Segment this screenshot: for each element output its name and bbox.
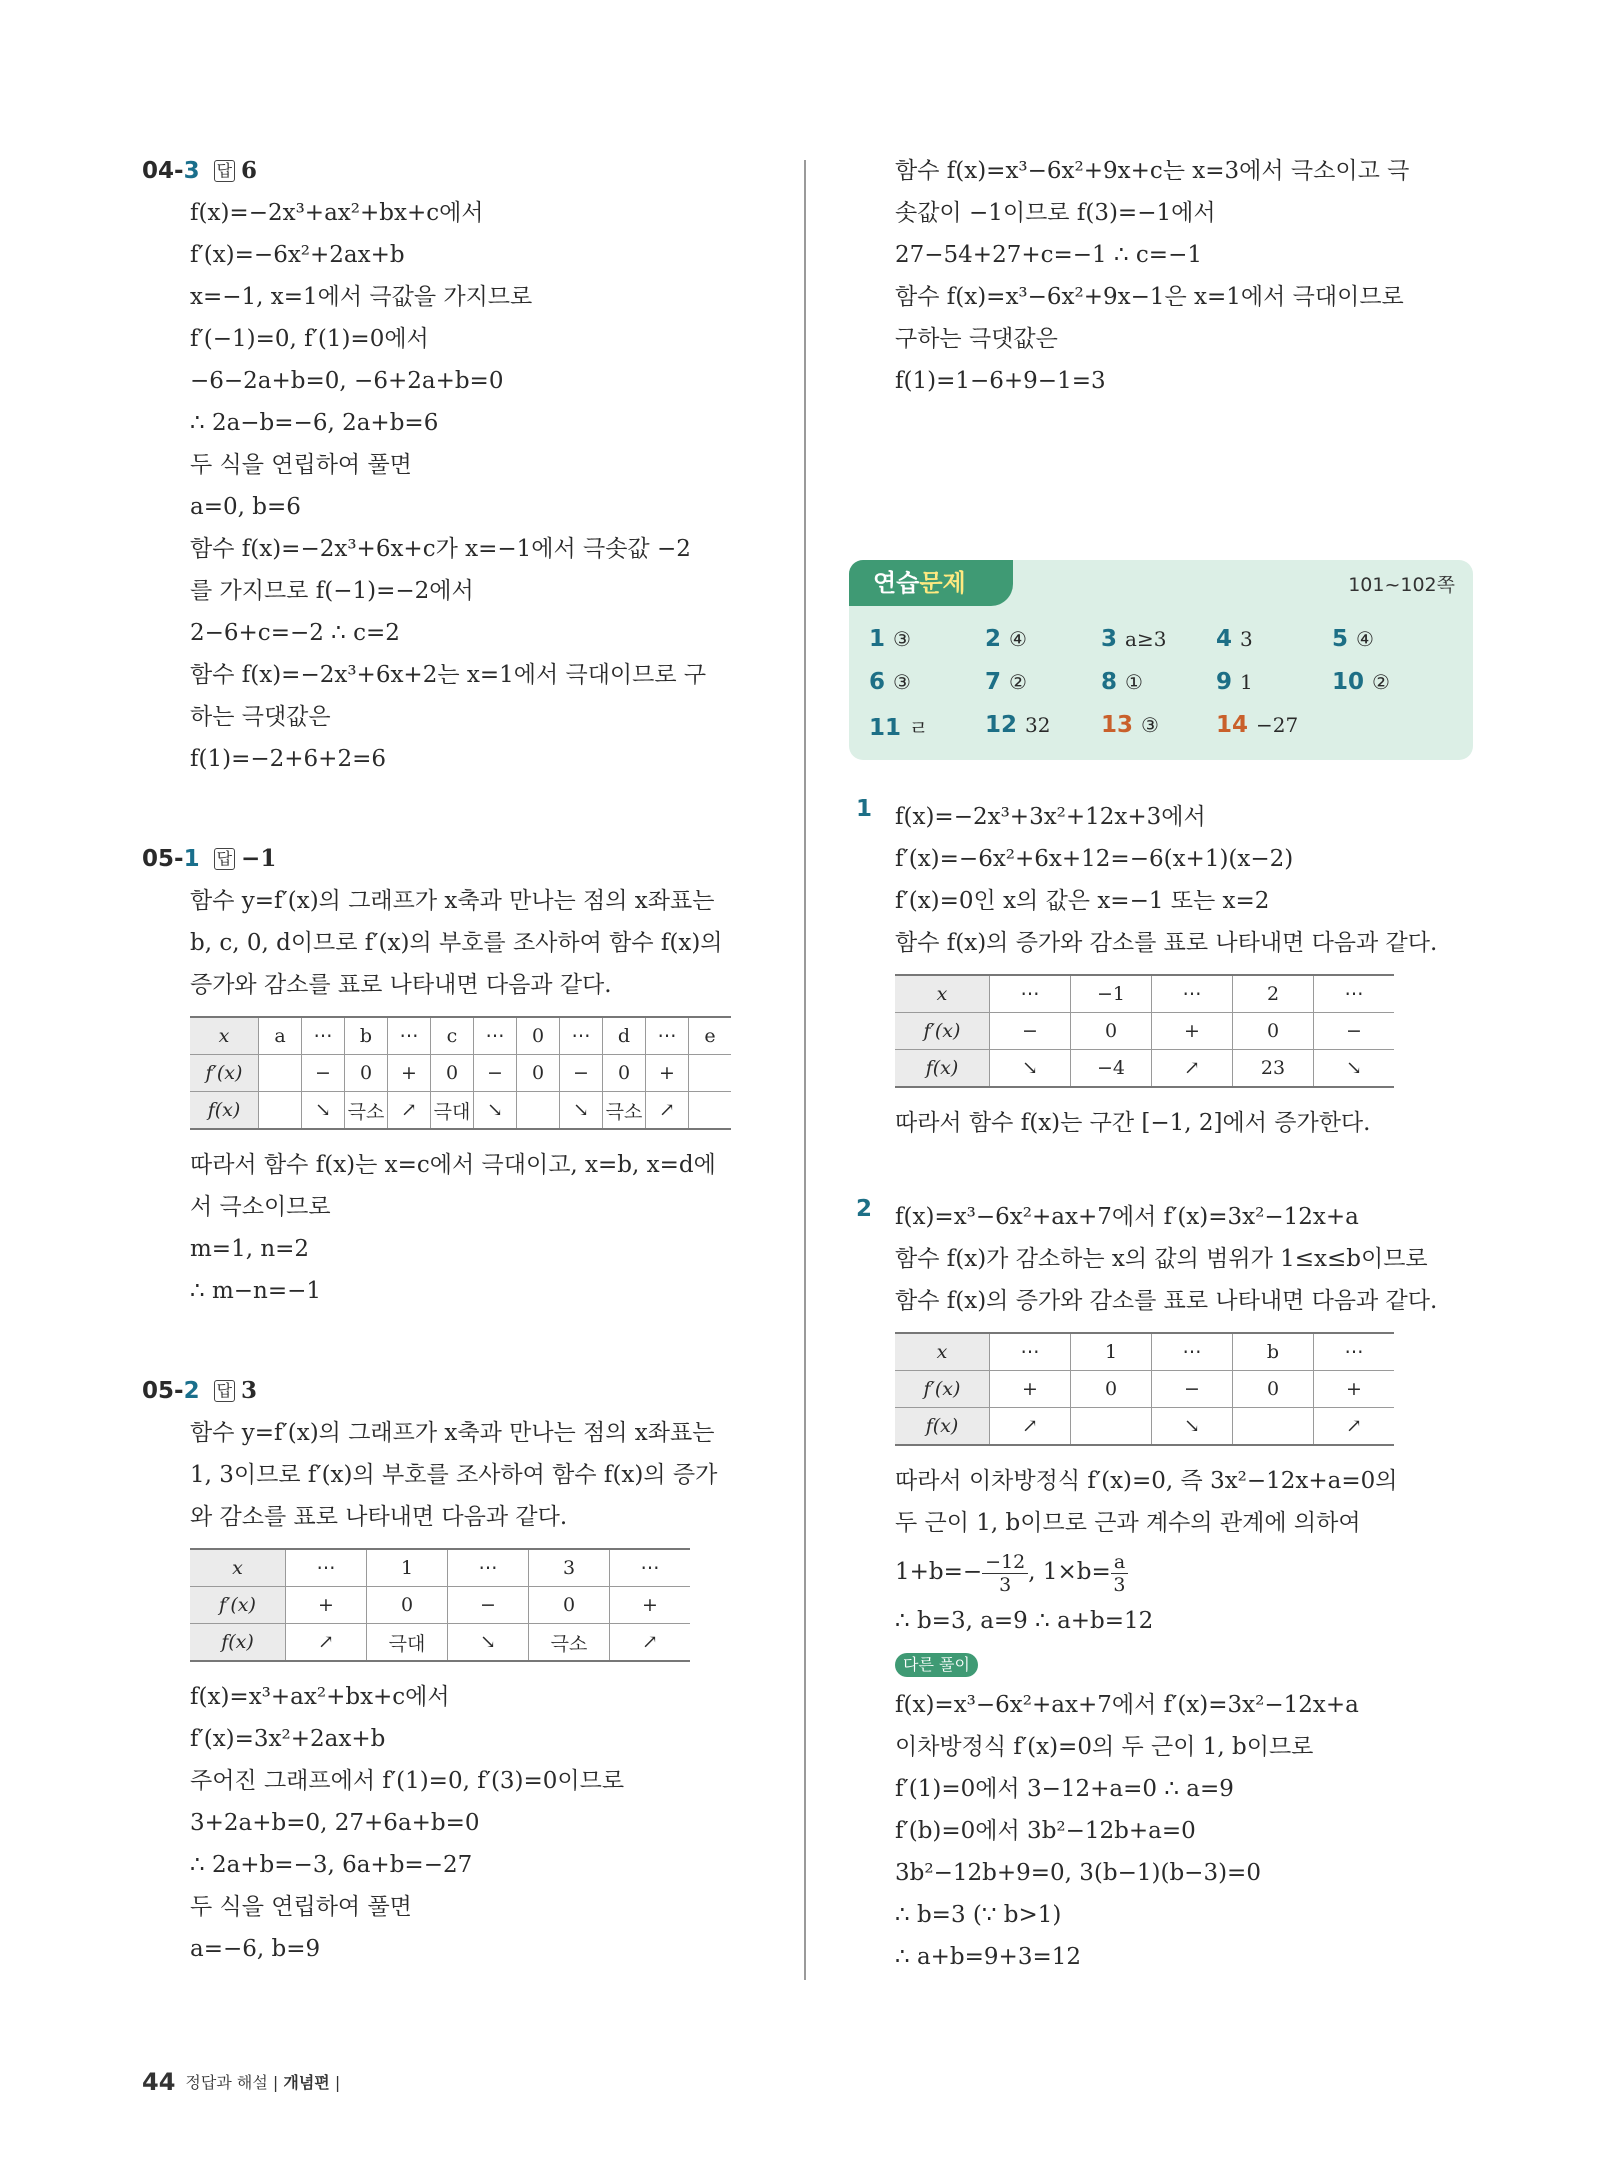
practice-answer — [985, 626, 1027, 652]
variation-table — [895, 974, 1394, 1088]
answer-label: 답 — [214, 160, 235, 182]
result-line: ∴ b=3, a=9 ∴ a+b=12 — [895, 1608, 1154, 1634]
text-line: ∴ 2a−b=−6, 2a+b=6 — [190, 410, 439, 436]
text-line: 두 근이 1, b이므로 근과 계수의 관계에 의하여 — [895, 1510, 1361, 1536]
table-cell: 극대 — [367, 1624, 448, 1662]
table-cell: ⋯ — [646, 1017, 689, 1055]
table-cell: ↘ — [448, 1624, 529, 1662]
text-line: 두 식을 연립하여 풀면 — [190, 452, 412, 478]
practice-answer — [1216, 712, 1298, 738]
alt-solution-badge: 다른 풀이 — [895, 1653, 978, 1677]
table-cell: ↗ — [388, 1092, 431, 1130]
text-line: m=1, n=2 — [190, 1236, 310, 1262]
fraction-2-bottom: 3 — [1113, 1573, 1126, 1596]
text-line: 를 가지므로 f(−1)=−2에서 — [190, 578, 474, 604]
table-cell: 0 — [345, 1055, 388, 1092]
text-line: f(1)=−2+6+2=6 — [190, 746, 386, 772]
footer-part: 개념편 — [283, 2073, 330, 2092]
table-cell: 3 — [529, 1549, 610, 1587]
table-cell: ⋯ — [448, 1549, 529, 1587]
table-cell: x — [190, 1549, 286, 1587]
text-line: f′(x)=−6x²+6x+12=−6(x+1)(x−2) — [895, 846, 1294, 872]
practice-answer-value: ② — [1009, 670, 1027, 694]
table-cell: 0 — [1071, 1013, 1152, 1050]
practice-answer — [985, 712, 1050, 738]
problem-header — [142, 838, 782, 880]
table-row — [190, 1624, 690, 1662]
table-cell: ↗ — [1152, 1050, 1233, 1088]
table-cell — [259, 1092, 302, 1130]
table-cell: x — [895, 975, 990, 1013]
table-cell: ↘ — [990, 1050, 1071, 1088]
practice-answer-number: 5 — [1332, 626, 1349, 652]
table-cell: f(x) — [895, 1050, 990, 1088]
fraction-1-bottom: 3 — [999, 1573, 1012, 1596]
alt-solution-badge-row — [895, 1642, 1485, 1684]
table-cell: f(x) — [190, 1624, 286, 1662]
practice-answer-number: 10 — [1332, 669, 1365, 695]
text-line: 함수 f(x)의 증가와 감소를 표로 나타내면 다음과 같다. — [895, 1288, 1438, 1314]
problem-header — [142, 1370, 782, 1412]
solution-number: 1 — [856, 796, 873, 822]
right-column — [847, 150, 1475, 402]
table-cell: ⋯ — [302, 1017, 345, 1055]
text-line: 주어진 그래프에서 f′(1)=0, f′(3)=0이므로 — [190, 1768, 625, 1794]
table-cell: 0 — [529, 1587, 610, 1624]
solution-lines — [895, 1460, 1485, 1544]
practice-answer-value: 32 — [1025, 713, 1051, 737]
practice-answer-number: 9 — [1216, 669, 1233, 695]
practice-answer-number: 4 — [1216, 626, 1233, 652]
text-line: 따라서 함수 f(x)는 구간 [−1, 2]에서 증가한다. — [895, 1110, 1371, 1136]
text-line: 따라서 함수 f(x)는 x=c에서 극대이고, x=b, x=d에 — [190, 1152, 716, 1178]
practice-answer-value: ③ — [893, 670, 911, 694]
problem-04-3 — [142, 150, 782, 780]
text-line: f′(b)=0에서 3b²−12b+a=0 — [895, 1818, 1196, 1844]
table-cell: b — [345, 1017, 388, 1055]
practice-answer-number: 7 — [985, 669, 1002, 695]
table-cell: 0 — [1233, 1371, 1314, 1408]
practice-answer-number: 6 — [869, 669, 886, 695]
answer-label: 답 — [214, 848, 235, 870]
table-cell: 극소 — [603, 1092, 646, 1130]
text-line: 1, 3이므로 f′(x)의 부호를 조사하여 함수 f(x)의 증가 — [190, 1462, 718, 1488]
table-cell: ↗ — [1314, 1408, 1395, 1446]
practice-answer-number: 8 — [1101, 669, 1118, 695]
text-line: 서 극소이므로 — [190, 1194, 331, 1220]
table-cell: ↗ — [990, 1408, 1071, 1446]
table-cell: 0 — [603, 1055, 646, 1092]
table-cell: f′(x) — [895, 1371, 990, 1408]
table-cell: f(x) — [190, 1092, 259, 1130]
text-line: f(x)=x³−6x²+ax+7에서 f′(x)=3x²−12x+a — [895, 1204, 1359, 1230]
table-row — [895, 1371, 1394, 1408]
table-cell: 23 — [1233, 1050, 1314, 1088]
footer-separator: | — [272, 2073, 279, 2092]
table-cell: 0 — [517, 1017, 560, 1055]
practice-answer-value: a≥3 — [1125, 627, 1167, 651]
text-line: 함수 y=f′(x)의 그래프가 x축과 만나는 점의 x좌표는 — [190, 1420, 715, 1446]
fraction-1-top: −12 — [982, 1551, 1028, 1574]
answer-value: −1 — [241, 845, 277, 872]
problem-header — [142, 150, 782, 192]
practice-answer — [1332, 669, 1390, 695]
text-line: 구하는 극댓값은 — [895, 326, 1058, 352]
footer-separator-2: | — [334, 2073, 341, 2092]
frac-mid: , 1×b= — [1028, 1559, 1111, 1585]
text-line: f′(x)=−6x²+2ax+b — [190, 242, 405, 268]
table-cell — [1071, 1408, 1152, 1446]
table-cell: + — [646, 1055, 689, 1092]
text-line: 이차방정식 f′(x)=0의 두 근이 1, b이므로 — [895, 1734, 1314, 1760]
table-cell: ⋯ — [286, 1549, 367, 1587]
solution-lines — [895, 1196, 1485, 1322]
practice-pages: 101~102쪽 — [1348, 574, 1455, 596]
table-cell: − — [990, 1013, 1071, 1050]
table-cell: 극소 — [529, 1624, 610, 1662]
text-line: f(x)=x³−6x²+ax+7에서 f′(x)=3x²−12x+a — [895, 1692, 1359, 1718]
text-line: 3+2a+b=0, 27+6a+b=0 — [190, 1810, 480, 1836]
text-line: 27−54+27+c=−1 ∴ c=−1 — [895, 242, 1202, 268]
practice-answer-value: 1 — [1240, 670, 1253, 694]
text-line: 증가와 감소를 표로 나타내면 다음과 같다. — [190, 972, 612, 998]
practice-answer-value: ③ — [1141, 713, 1159, 737]
table-cell: + — [1314, 1371, 1395, 1408]
text-line: f′(x)=0인 x의 값은 x=−1 또는 x=2 — [895, 888, 1270, 914]
practice-answer-number: 1 — [869, 626, 886, 652]
practice-answer — [869, 626, 911, 652]
practice-answer-value: ④ — [1356, 627, 1374, 651]
text-line: a=0, b=6 — [190, 494, 301, 520]
text-line: x=−1, x=1에서 극값을 가지므로 — [190, 284, 533, 310]
answer-label: 답 — [214, 1380, 235, 1402]
practice-answer — [1101, 712, 1159, 738]
table-cell: 극소 — [345, 1092, 388, 1130]
practice-answer-number: 14 — [1216, 712, 1249, 738]
table-cell: − — [1314, 1013, 1395, 1050]
practice-answer-number: 13 — [1101, 712, 1134, 738]
table-cell: 0 — [517, 1055, 560, 1092]
table-cell: ↘ — [1314, 1050, 1395, 1088]
text-line: f(x)=x³+ax²+bx+c에서 — [190, 1684, 450, 1710]
solution-lines — [142, 880, 782, 1006]
practice-answer-number: 11 — [869, 715, 902, 741]
table-cell: − — [302, 1055, 345, 1092]
problem-05-1 — [142, 838, 782, 1312]
practice-title-a: 연습 — [873, 569, 920, 597]
variation-table — [895, 1332, 1394, 1446]
table-cell: a — [259, 1017, 302, 1055]
practice-answer-value: ③ — [893, 627, 911, 651]
solution-number: 2 — [856, 1196, 873, 1222]
table-cell: ⋯ — [560, 1017, 603, 1055]
text-line: 함수 f(x)=x³−6x²+9x−1은 x=1에서 극대이므로 — [895, 284, 1404, 310]
fraction-1 — [982, 1551, 1028, 1596]
practice-answer-value: −27 — [1256, 713, 1299, 737]
solution-lines — [895, 796, 1485, 964]
practice-answer-value: ① — [1125, 670, 1143, 694]
text-line: 와 감소를 표로 나타내면 다음과 같다. — [190, 1504, 568, 1530]
solution-lines — [142, 1412, 782, 1538]
table-row — [895, 1013, 1394, 1050]
problem-subnumber: 1 — [183, 846, 200, 872]
table-cell: c — [431, 1017, 474, 1055]
text-line: f′(1)=0에서 3−12+a=0 ∴ a=9 — [895, 1776, 1234, 1802]
text-line: a=−6, b=9 — [190, 1936, 321, 1962]
table-row — [190, 1549, 690, 1587]
practice-answer — [869, 712, 928, 741]
text-line: ∴ b=3 (∵ b>1) — [895, 1902, 1062, 1928]
left-column — [142, 150, 782, 1970]
page-number: 44 — [142, 2068, 176, 2096]
table-cell: ⋯ — [990, 975, 1071, 1013]
practice-answer — [869, 669, 911, 695]
text-line: f(x)=−2x³+ax²+bx+c에서 — [190, 200, 484, 226]
table-cell: e — [689, 1017, 732, 1055]
problem-number: 05- — [142, 846, 184, 872]
practice-answer — [1216, 669, 1253, 695]
table-cell — [517, 1092, 560, 1130]
practice-title-b: 문제 — [919, 569, 966, 597]
table-cell: − — [448, 1587, 529, 1624]
table-cell: ↗ — [646, 1092, 689, 1130]
table-cell: + — [1152, 1013, 1233, 1050]
table-cell: ↘ — [560, 1092, 603, 1130]
table-cell: 1 — [1071, 1333, 1152, 1371]
practice-answer-value: 3 — [1240, 627, 1253, 651]
table-row — [895, 975, 1394, 1013]
table-cell: ↘ — [1152, 1408, 1233, 1446]
practice-answers-box — [849, 560, 1473, 760]
practice-answer-value: ② — [1372, 670, 1390, 694]
practice-answer-number: 3 — [1101, 626, 1118, 652]
practice-answer-value: ④ — [1009, 627, 1027, 651]
text-line: f′(−1)=0, f′(1)=0에서 — [190, 326, 429, 352]
text-line: ∴ 2a+b=−3, 6a+b=−27 — [190, 1852, 473, 1878]
table-cell — [689, 1055, 732, 1092]
practice-answer — [1332, 626, 1374, 652]
text-line: ∴ m−n=−1 — [190, 1278, 322, 1304]
table-cell: 1 — [367, 1549, 448, 1587]
table-row — [895, 1050, 1394, 1088]
practice-answer — [985, 669, 1027, 695]
problem-number: 05- — [142, 1378, 184, 1404]
continued-solution — [895, 150, 1475, 402]
text-line: 함수 f(x)=−2x³+6x+c가 x=−1에서 극솟값 −2 — [190, 536, 691, 562]
answer-value: 6 — [241, 157, 258, 184]
table-row — [895, 1333, 1394, 1371]
table-cell: d — [603, 1017, 646, 1055]
practice-answer-value: ㄹ — [909, 716, 929, 740]
practice-answer — [1216, 626, 1253, 652]
table-cell: f′(x) — [190, 1055, 259, 1092]
text-line: 하는 극댓값은 — [190, 704, 331, 730]
fraction-2-top: a — [1111, 1551, 1128, 1574]
practice-answer-number: 2 — [985, 626, 1002, 652]
fraction-2 — [1111, 1551, 1128, 1596]
solution-2 — [856, 1196, 1485, 1978]
text-line: 따라서 이차방정식 f′(x)=0, 즉 3x²−12x+a=0의 — [895, 1468, 1398, 1494]
text-line: 함수 f(x)=−2x³+6x+2는 x=1에서 극대이므로 구 — [190, 662, 707, 688]
table-cell: f′(x) — [190, 1587, 286, 1624]
table-cell: x — [895, 1333, 990, 1371]
table-cell: ⋯ — [610, 1549, 691, 1587]
text-line: f(1)=1−6+9−1=3 — [895, 368, 1106, 394]
text-line: 함수 f(x)의 증가와 감소를 표로 나타내면 다음과 같다. — [895, 930, 1438, 956]
footer-book: 정답과 해설 — [185, 2073, 268, 2092]
table-cell: −4 — [1071, 1050, 1152, 1088]
text-line: f(x)=−2x³+3x²+12x+3에서 — [895, 804, 1206, 830]
table-row — [190, 1055, 731, 1092]
table-cell: + — [388, 1055, 431, 1092]
table-row — [190, 1017, 731, 1055]
column-divider — [804, 160, 806, 1980]
text-line: f′(x)=3x²+2ax+b — [190, 1726, 386, 1752]
table-row — [895, 1408, 1394, 1446]
table-cell: + — [610, 1587, 691, 1624]
table-cell: b — [1233, 1333, 1314, 1371]
table-cell: 0 — [1233, 1013, 1314, 1050]
table-cell: f′(x) — [895, 1013, 990, 1050]
table-cell: ⋯ — [990, 1333, 1071, 1371]
text-line: 솟값이 −1이므로 f(3)=−1에서 — [895, 200, 1216, 226]
problem-subnumber: 3 — [183, 158, 200, 184]
practice-answer — [1101, 669, 1143, 695]
solution-lines — [895, 1102, 1485, 1144]
table-cell: f(x) — [895, 1408, 990, 1446]
frac-pre: 1+b=− — [895, 1559, 983, 1585]
solution-lines — [142, 1144, 782, 1312]
table-cell: x — [190, 1017, 259, 1055]
text-line: 함수 y=f′(x)의 그래프가 x축과 만나는 점의 x좌표는 — [190, 888, 715, 914]
alt-solution-lines — [895, 1684, 1485, 1978]
problem-05-2 — [142, 1370, 782, 1970]
fraction-line — [895, 1544, 1485, 1600]
table-cell: ↗ — [610, 1624, 691, 1662]
text-line: b, c, 0, d이므로 f′(x)의 부호를 조사하여 함수 f(x)의 — [190, 930, 723, 956]
table-cell: ↘ — [302, 1092, 345, 1130]
variation-table — [190, 1016, 731, 1130]
table-cell: 0 — [367, 1587, 448, 1624]
solution-lines — [142, 192, 782, 780]
table-cell: ⋯ — [1314, 975, 1395, 1013]
table-cell: ⋯ — [1152, 975, 1233, 1013]
table-cell: + — [286, 1587, 367, 1624]
table-cell: ⋯ — [474, 1017, 517, 1055]
practice-answer-number: 12 — [985, 712, 1018, 738]
table-cell: ↗ — [286, 1624, 367, 1662]
table-cell — [259, 1055, 302, 1092]
variation-table — [190, 1548, 690, 1662]
text-line: 3b²−12b+9=0, 3(b−1)(b−3)=0 — [895, 1860, 1261, 1886]
table-cell — [689, 1092, 732, 1130]
page-footer — [142, 2068, 340, 2096]
table-row — [190, 1587, 690, 1624]
text-line: 2−6+c=−2 ∴ c=2 — [190, 620, 400, 646]
table-cell: − — [560, 1055, 603, 1092]
answer-value: 3 — [241, 1377, 258, 1404]
table-cell: ↘ — [474, 1092, 517, 1130]
text-line: 함수 f(x)=x³−6x²+9x+c는 x=3에서 극소이고 극 — [895, 158, 1410, 184]
practice-title — [849, 560, 1013, 606]
problem-subnumber: 2 — [183, 1378, 200, 1404]
table-cell: 2 — [1233, 975, 1314, 1013]
table-cell: −1 — [1071, 975, 1152, 1013]
text-line: 함수 f(x)가 감소하는 x의 값의 범위가 1≤x≤b이므로 — [895, 1246, 1428, 1272]
table-cell: 극대 — [431, 1092, 474, 1130]
problem-number: 04- — [142, 158, 184, 184]
text-line: −6−2a+b=0, −6+2a+b=0 — [190, 368, 504, 394]
text-line: 두 식을 연립하여 풀면 — [190, 1894, 412, 1920]
table-cell: ⋯ — [1152, 1333, 1233, 1371]
solution-lines — [142, 1676, 782, 1970]
solution-1 — [856, 796, 1485, 1144]
practice-answer — [1101, 626, 1166, 652]
table-cell: − — [474, 1055, 517, 1092]
table-cell: 0 — [431, 1055, 474, 1092]
table-cell: ⋯ — [1314, 1333, 1395, 1371]
table-cell: − — [1152, 1371, 1233, 1408]
table-row — [190, 1092, 731, 1130]
table-cell: + — [990, 1371, 1071, 1408]
text-line: ∴ a+b=9+3=12 — [895, 1944, 1081, 1970]
table-cell: 0 — [1071, 1371, 1152, 1408]
table-cell: ⋯ — [388, 1017, 431, 1055]
table-cell — [1233, 1408, 1314, 1446]
